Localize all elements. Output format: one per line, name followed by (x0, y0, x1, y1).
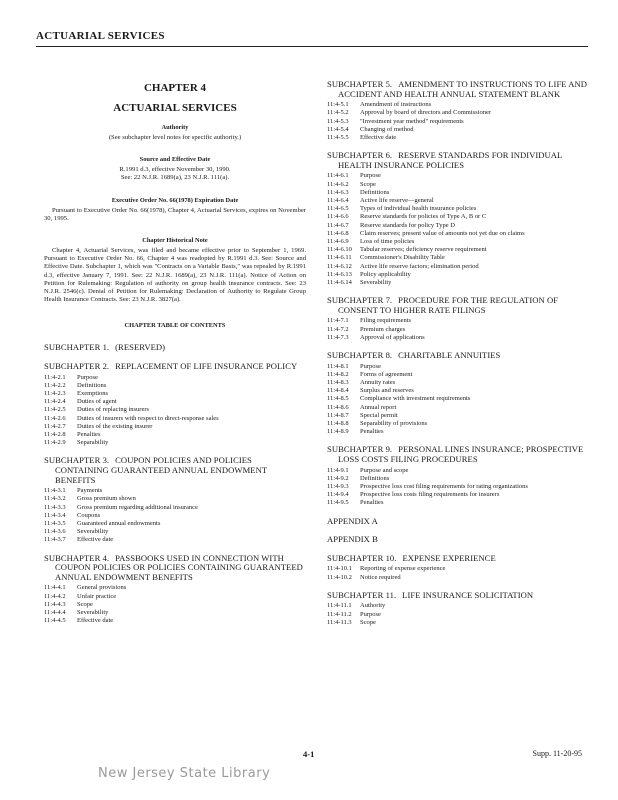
section-title: Duties of insurers with respect to direct-response sales (77, 414, 219, 422)
section-entry[interactable] (327, 467, 591, 475)
section-title: General provisions (77, 584, 127, 592)
section-number: 11:4-9.1 (327, 466, 349, 474)
section-entry[interactable] (327, 197, 591, 205)
subchapter-name: REPLACEMENT OF LIFE INSURANCE POLICY (115, 361, 298, 372)
section-entry[interactable] (44, 423, 306, 431)
section-number: 11:4-6.9 (327, 238, 349, 246)
section-number: 11:4-11.1 (327, 602, 352, 610)
section-title: Annual report (360, 403, 397, 411)
section-title: Loss of time policies (360, 238, 415, 246)
section-number: 11:4-4.1 (44, 584, 66, 592)
section-title: Severability (360, 279, 392, 287)
subchapter-block (44, 362, 306, 447)
section-title: Reserve standards for policies of Type A, B or C (360, 213, 487, 221)
section-title: Prospective loss costs filing requirements for insurers (360, 491, 500, 499)
section-number: 11:4-8.3 (327, 379, 349, 387)
subchapter-name: EXPENSE EXPERIENCE (402, 552, 496, 563)
section-title: Policy applicability (360, 270, 411, 278)
section-number: 11:4-2.9 (44, 439, 66, 447)
subchapter-number: SUBCHAPTER 9. (327, 444, 393, 455)
section-number: 11:4-5.5 (327, 134, 349, 141)
section-number: 11:4-9.2 (327, 474, 349, 482)
section-entry[interactable] (327, 109, 591, 117)
subchapter-block (327, 535, 591, 545)
subchapter-name: PERSONAL LINES INSURANCE; PROSPECTIVE LOSS COSTS FILING PROCEDURES (338, 444, 584, 465)
section-title: "Investment year method" requirements (360, 117, 464, 125)
section-number: 11:4-9.5 (327, 499, 349, 507)
section-entry[interactable] (44, 601, 306, 609)
historical-note-text: Chapter 4, Actuarial Services, was filed and became effective prior to September 1, 1969. Pursuant to Executive Order No. 66, Chapter 4 was readopted by R.1991 d.3. See: Source and Effective Date. Subchapter 1, which was "Contracts on a Variable Basis," was repealed by R.1991 d.3, effective January 7, 1991. See: 22 N.J.R. 1689(a), 23 N.J.R. 111(a). Notice of Action on Petition for Rulemaking: Regulation of authority on group health insurance contracts. See: 23 N.J.R. 2546(c). Denial of Petition for Rulemaking: Declaration of Authority to Regulate Group Health Insurance Contracts. See: 23 N.J.R. 3827(a). (44, 247, 306, 304)
subchapter-block (327, 554, 591, 582)
section-title: Separability of provisions (360, 420, 428, 428)
section-number: 11:4-10.1 (327, 565, 352, 573)
section-entry[interactable] (327, 334, 591, 342)
section-entry[interactable] (327, 205, 591, 213)
section-entry[interactable] (44, 520, 306, 528)
section-title: Effective date (360, 134, 397, 141)
section-title: Tabular reserves; deficiency reserve requirement (360, 246, 487, 254)
source-line-1: R.1991 d.3, effective November 30, 1990. (119, 166, 231, 174)
section-title: Reserve standards for policy Type D (360, 221, 455, 229)
section-number: 11:4-5.1 (327, 101, 349, 109)
subchapter-number: APPENDIX B (327, 534, 378, 545)
section-number: 11:4-6.8 (327, 229, 349, 237)
section-number: 11:4-6.4 (327, 197, 349, 204)
subchapter-name: LIFE INSURANCE SOLICITATION (402, 589, 534, 600)
source-heading: Source and Effective Date (139, 156, 211, 164)
section-title: Commissioner's Disability Table (360, 254, 445, 262)
subchapter-title (327, 445, 591, 464)
page-number: 4-1 (303, 749, 315, 759)
section-title: Effective date (77, 617, 114, 625)
subchapter-block (327, 296, 591, 342)
section-number: 11:4-4.4 (44, 609, 66, 617)
subchapter-name: CHARITABLE ANNUITIES (398, 350, 501, 361)
subchapter-title (44, 456, 306, 485)
section-number: 11:4-2.8 (44, 431, 66, 439)
section-entry[interactable] (327, 371, 591, 379)
section-entry[interactable] (327, 213, 591, 221)
running-head: ACTUARIAL SERVICES (36, 30, 165, 42)
subchapter-block (44, 554, 306, 626)
section-number: 11:4-4.5 (44, 617, 66, 625)
subchapter-title (327, 351, 591, 361)
section-entry[interactable] (327, 326, 591, 334)
section-title: Exemptions (77, 390, 109, 398)
section-entry[interactable] (327, 172, 591, 180)
subchapter-name: AMENDMENT TO INSTRUCTIONS TO LIFE AND ACCIDENT AND HEALTH ANNUAL STATEMENT BLANK (338, 79, 588, 99)
section-number: 11:4-2.2 (44, 381, 66, 389)
subchapter-block (327, 151, 591, 287)
section-title: Penalties (360, 428, 384, 436)
section-number: 11:4-9.3 (327, 483, 349, 491)
section-title: Payments (77, 487, 103, 495)
section-entry[interactable] (44, 431, 306, 439)
section-entry[interactable] (327, 317, 591, 325)
section-title: Approval by board of directors and Commissioner (360, 109, 492, 117)
section-title: Authority (360, 602, 386, 610)
section-number: 11:4-10.2 (327, 573, 352, 581)
subchapter-name: PASSBOOKS USED IN CONNECTION WITH COUPON POLICIES OR POLICIES CONTAINING GUARANTEED ANNUAL ENDOWMENT BENEFITS (55, 552, 303, 582)
section-number: 11:4-6.14 (327, 279, 352, 287)
executive-order-text: Pursuant to Executive Order No. 66(1978), Chapter 4, Actuarial Services, expires on November 30, 1995. (44, 206, 306, 222)
section-entry[interactable] (44, 536, 306, 544)
section-title: Separability (77, 439, 109, 447)
subchapter-name: (RESERVED) (115, 342, 166, 353)
subchapter-title (44, 343, 306, 353)
subchapter-title (44, 554, 306, 583)
subchapter-number: SUBCHAPTER 1. (44, 342, 110, 353)
section-entry[interactable] (44, 390, 306, 398)
section-title: Active life reserve factors; elimination period (360, 262, 479, 270)
section-title: Scope (77, 600, 93, 608)
section-number: 11:4-6.10 (327, 246, 352, 254)
section-title: Purpose (360, 362, 381, 370)
section-number: 11:4-2.3 (44, 390, 66, 398)
section-number: 11:4-9.4 (327, 491, 349, 499)
section-title: Duties of the existing insurer (77, 422, 153, 430)
section-entry[interactable] (44, 512, 306, 520)
section-number: 11:4-7.3 (327, 333, 349, 341)
subchapter-block (327, 80, 591, 142)
section-entry[interactable] (327, 279, 591, 287)
section-entry[interactable] (327, 263, 591, 271)
section-entry[interactable] (327, 404, 591, 412)
section-number: 11:4-3.4 (44, 511, 66, 519)
section-entry[interactable] (44, 406, 306, 414)
section-number: 11:4-7.2 (327, 325, 349, 333)
section-title: Amendment of instructions (360, 101, 432, 109)
right-toc (327, 80, 591, 627)
section-title: Gross premium shown (77, 495, 136, 503)
subchapter-title (327, 517, 591, 527)
chapter-name: ACTUARIAL SERVICES (113, 102, 237, 114)
section-entry[interactable] (327, 230, 591, 238)
section-title: Reporting of expense experience (360, 565, 446, 573)
section-title: Purpose (360, 172, 381, 180)
subchapter-number: SUBCHAPTER 10. (327, 552, 397, 563)
section-entry[interactable] (327, 428, 591, 436)
section-title: Penalties (77, 431, 101, 439)
section-title: Approval of applications (360, 333, 425, 341)
section-entry[interactable] (327, 379, 591, 387)
section-number: 11:4-5.3 (327, 117, 349, 125)
section-title: Special permit (360, 411, 398, 419)
subchapter-title (327, 591, 591, 601)
subchapter-title (327, 80, 591, 99)
section-title: Scope (360, 618, 376, 626)
subchapter-block (327, 591, 591, 627)
toc-heading: CHAPTER TABLE OF CONTENTS (124, 322, 226, 330)
section-entry[interactable] (327, 420, 591, 428)
section-entry[interactable] (327, 118, 591, 126)
section-number: 11:4-3.1 (44, 487, 66, 495)
section-number: 11:4-4.3 (44, 600, 66, 608)
subchapter-number: SUBCHAPTER 3. (44, 455, 110, 466)
section-number: 11:4-2.4 (44, 398, 66, 406)
section-title: Filing requirements (360, 317, 412, 325)
section-title: Definitions (360, 474, 390, 482)
section-entry[interactable] (327, 499, 591, 507)
section-entry[interactable] (327, 189, 591, 197)
section-entry[interactable] (327, 387, 591, 395)
section-entry[interactable] (327, 395, 591, 403)
section-title: Guaranteed annual endowments (77, 520, 161, 528)
left-column (44, 82, 306, 634)
section-entry[interactable] (327, 491, 591, 499)
section-number: 11:4-8.7 (327, 411, 349, 419)
section-title: Purpose and scope (360, 466, 409, 474)
source-text (44, 166, 306, 182)
authority-text: (See subchapter level notes for specific authority.) (108, 134, 242, 141)
section-entry[interactable] (44, 439, 306, 447)
section-entry[interactable] (327, 126, 591, 134)
section-entry[interactable] (327, 602, 591, 610)
section-number: 11:4-6.13 (327, 270, 352, 278)
section-number: 11:4-5.2 (327, 109, 349, 117)
subchapter-number: SUBCHAPTER 5. (327, 79, 393, 89)
section-title: Types of individual health insurance policies (360, 205, 477, 213)
section-number: 11:4-7.1 (327, 317, 349, 325)
section-number: 11:4-6.12 (327, 262, 352, 270)
section-number: 11:4-2.1 (44, 373, 66, 381)
section-number: 11:4-6.5 (327, 205, 349, 213)
section-title: Active life reserve—general (360, 197, 434, 204)
section-entry[interactable] (44, 487, 306, 495)
section-entry[interactable] (44, 593, 306, 601)
section-title: Surplus and reserves (360, 387, 414, 395)
section-entry[interactable] (44, 504, 306, 512)
section-title: Claim reserves; present value of amounts not yet due on claims (360, 229, 525, 237)
section-entry[interactable] (327, 222, 591, 230)
section-number: 11:4-2.7 (44, 422, 66, 430)
subchapter-title (327, 554, 591, 564)
library-watermark: New Jersey State Library (98, 766, 271, 781)
section-title: Gross premium regarding additional insurance (77, 503, 198, 511)
header-rule (36, 46, 588, 47)
section-title: Coupons (77, 511, 101, 519)
subchapter-title (327, 296, 591, 315)
section-entry[interactable] (327, 619, 591, 627)
section-title: Penalties (360, 499, 384, 507)
subchapter-number: SUBCHAPTER 11. (327, 589, 397, 600)
section-number: 11:4-6.2 (327, 180, 349, 188)
section-entry[interactable] (44, 415, 306, 423)
section-number: 11:4-8.5 (327, 395, 349, 403)
section-title: Forms of agreement (360, 370, 413, 378)
section-title: Duties of agent (77, 398, 117, 406)
section-number: 11:4-3.6 (44, 528, 66, 536)
section-entry[interactable] (327, 246, 591, 254)
authority-heading: Authority (161, 124, 189, 131)
subchapter-name: COUPON POLICIES AND POLICIES CONTAINING GUARANTEED ANNUAL ENDOWMENT BENEFITS (55, 455, 267, 485)
chapter-number: CHAPTER 4 (143, 82, 207, 94)
section-number: 11:4-6.6 (327, 213, 349, 221)
supplement-date: Supp. 11-20-95 (532, 749, 582, 758)
section-entry[interactable] (327, 254, 591, 262)
subchapter-number: SUBCHAPTER 7. (327, 295, 393, 306)
section-title: Notice required (360, 573, 401, 581)
section-entry[interactable] (327, 101, 591, 109)
subchapter-block (327, 445, 591, 507)
section-number: 11:4-5.4 (327, 125, 349, 133)
section-entry[interactable] (327, 238, 591, 246)
executive-order-heading: Executive Order No. 66(1978) Expiration Date (111, 196, 239, 204)
section-title: Annuity rates (360, 379, 396, 387)
subchapter-block (327, 517, 591, 527)
section-entry[interactable] (44, 374, 306, 382)
section-number: 11:4-11.2 (327, 610, 352, 618)
section-title: Premium charges (360, 325, 406, 333)
section-number: 11:4-3.3 (44, 503, 66, 511)
section-title: Effective date (77, 536, 114, 544)
section-title: Definitions (77, 381, 107, 389)
section-number: 11:4-6.3 (327, 188, 349, 196)
subchapter-name: RESERVE STANDARDS FOR INDIVIDUAL HEALTH INSURANCE POLICIES (338, 150, 563, 170)
historical-note-heading: Chapter Historical Note (142, 237, 208, 245)
section-number: 11:4-8.6 (327, 403, 349, 411)
section-title: Changing of method (360, 125, 414, 133)
section-title: Prospective loss cost filing requirements for rating organizations (360, 483, 528, 491)
section-title: Compliance with investment requirements (360, 395, 471, 403)
subchapter-number: SUBCHAPTER 6. (327, 150, 393, 161)
subchapter-title (44, 362, 306, 372)
section-number: 11:4-3.5 (44, 520, 66, 528)
subchapter-block (44, 456, 306, 544)
section-number: 11:4-6.7 (327, 221, 349, 229)
section-title: Purpose (77, 373, 98, 381)
section-title: Scope (360, 180, 376, 188)
section-title: Severability (77, 528, 109, 536)
source-line-2: See: 22 N.J.R. 1689(a), 23 N.J.R. 111(a). (120, 174, 230, 182)
section-entry[interactable] (327, 271, 591, 279)
section-number: 11:4-6.1 (327, 172, 349, 180)
section-entry[interactable] (327, 181, 591, 189)
subchapter-block (44, 343, 306, 353)
section-entry[interactable] (327, 475, 591, 483)
section-number: 11:4-4.2 (44, 592, 66, 600)
subchapter-number: SUBCHAPTER 8. (327, 350, 393, 361)
section-number: 11:4-2.6 (44, 414, 66, 422)
section-entry[interactable] (44, 398, 306, 406)
subchapter-title (327, 151, 591, 170)
section-entry[interactable] (44, 584, 306, 592)
section-number: 11:4-8.1 (327, 362, 349, 370)
section-entry[interactable] (327, 363, 591, 371)
section-entry[interactable] (327, 412, 591, 420)
subchapter-number: SUBCHAPTER 4. (44, 552, 110, 563)
section-entry[interactable] (327, 483, 591, 491)
section-number: 11:4-2.5 (44, 406, 66, 414)
section-title: Duties of replacing insurers (77, 406, 150, 414)
section-title: Definitions (360, 188, 390, 196)
subchapter-number: SUBCHAPTER 2. (44, 361, 110, 372)
subchapter-title (327, 535, 591, 545)
section-entry[interactable] (327, 611, 591, 619)
left-toc (44, 343, 306, 625)
section-number: 11:4-8.8 (327, 420, 349, 428)
section-number: 11:4-3.7 (44, 536, 66, 544)
section-entry[interactable] (44, 609, 306, 617)
section-title: Severability (77, 609, 109, 617)
section-title: Purpose (360, 610, 381, 618)
section-number: 11:4-3.2 (44, 495, 66, 503)
section-entry[interactable] (44, 528, 306, 536)
section-number: 11:4-8.2 (327, 370, 349, 378)
section-entry[interactable] (44, 495, 306, 503)
section-entry[interactable] (327, 565, 591, 573)
subchapter-name: PROCEDURE FOR THE REGULATION OF CONSENT TO HIGHER RATE FILINGS (338, 295, 559, 315)
subchapter-block (327, 351, 591, 436)
section-entry[interactable] (327, 574, 591, 582)
section-title: Unfair practice (77, 592, 117, 600)
section-entry[interactable] (44, 382, 306, 390)
section-entry[interactable] (327, 134, 591, 142)
section-number: 11:4-8.4 (327, 387, 349, 395)
section-number: 11:4-6.11 (327, 254, 352, 262)
right-column (327, 80, 591, 636)
section-number: 11:4-8.9 (327, 428, 349, 436)
section-number: 11:4-11.3 (327, 618, 352, 626)
subchapter-number: APPENDIX A (327, 515, 378, 526)
section-entry[interactable] (44, 617, 306, 625)
